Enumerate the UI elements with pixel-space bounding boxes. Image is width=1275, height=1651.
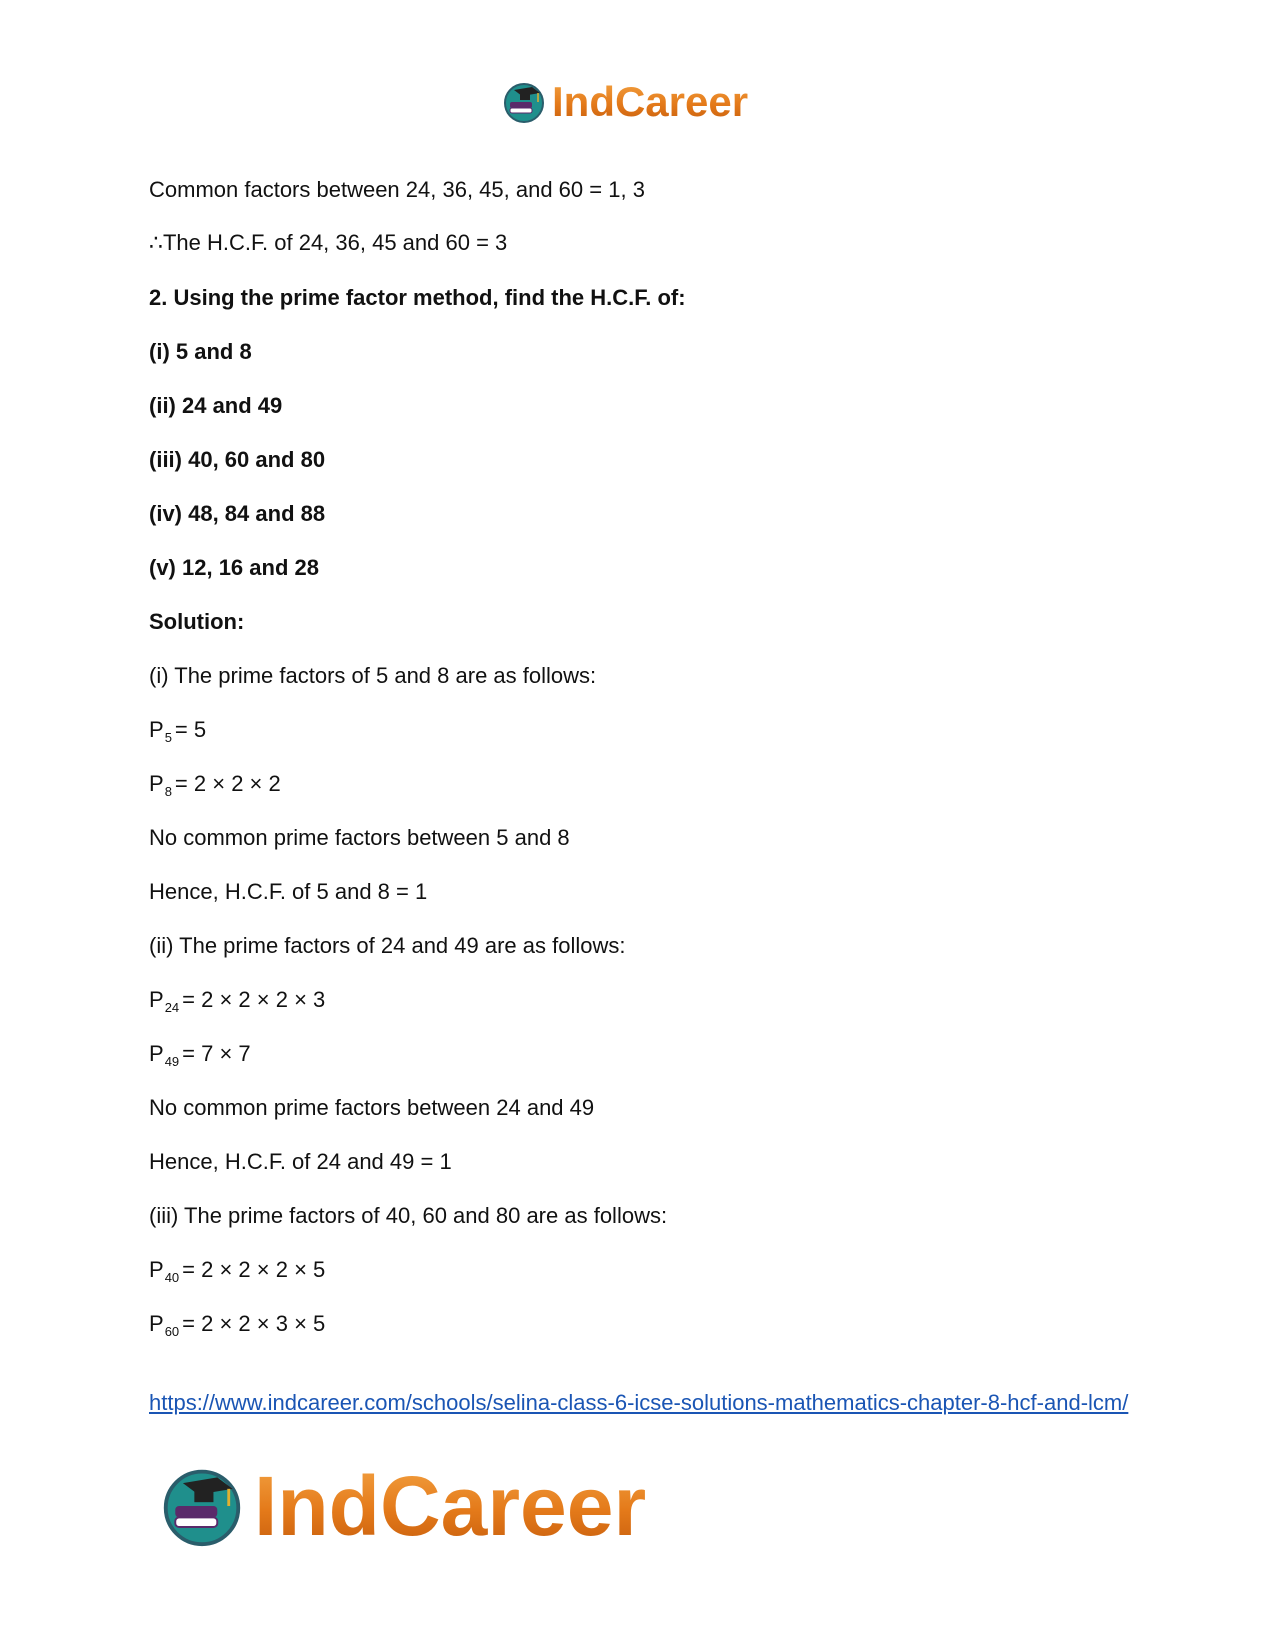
question-part-iv: (iv) 48, 84 and 88 xyxy=(149,501,326,526)
sol-ii-hence: Hence, H.C.F. of 24 and 49 = 1 xyxy=(149,1149,452,1174)
question-part-i: (i) 5 and 8 xyxy=(149,339,252,364)
prime-factor-p8: $P_8 = 2 \times 2 \times 2$ xyxy=(149,771,281,799)
prime-factor-p40: $P_{40} = 2 \times 2 \times 2 \times 5$ xyxy=(149,1257,326,1285)
common-factors-line: Common factors between 24, 36, 45, and 60 = 1, 3 xyxy=(149,177,645,202)
sol-i-hence: Hence, H.C.F. of 5 and 8 = 1 xyxy=(149,879,428,904)
sol-i-intro: (i) The prime factors of 5 and 8 are as follows: xyxy=(149,663,597,688)
prime-factor-p60: $P_{60} = 2 \times 2 \times 3 \times 5$ xyxy=(149,1311,326,1339)
hcf-result-line: ∴The H.C.F. of 24, 36, 45 and 60 = 3 xyxy=(149,230,508,255)
graduation-cap-book-globe-icon xyxy=(502,80,546,124)
question-part-ii: (ii) 24 and 49 xyxy=(149,393,283,418)
footer-logo xyxy=(160,1459,647,1553)
header-logo xyxy=(502,78,748,126)
sol-ii-common: No common prime factors between 24 and 49 xyxy=(149,1095,595,1120)
sol-iii-intro: (iii) The prime factors of 40, 60 and 80 are as follows: xyxy=(149,1203,668,1228)
question-part-iii: (iii) 40, 60 and 80 xyxy=(149,447,326,472)
graduation-cap-book-globe-icon xyxy=(160,1464,244,1548)
sol-ii-intro: (ii) The prime factors of 24 and 49 are as follows: xyxy=(149,933,626,958)
prime-factor-p5: $P_5 = 5$ xyxy=(149,717,207,745)
prime-factor-p24: $P_{24} = 2 \times 2 \times 2 \times 3$ xyxy=(149,987,326,1015)
question-part-v: (v) 12, 16 and 28 xyxy=(149,555,319,580)
source-link[interactable]: https://www.indcareer.com/schools/selina-class-6-icse-solutions-mathematics-chapter-8-hcf-and-lcm/ xyxy=(149,1390,1129,1415)
footer-logo-text: IndCareer xyxy=(254,1459,647,1553)
prime-factor-p49: $P_{49} = 7 \times 7$ xyxy=(149,1041,251,1069)
sol-i-common: No common prime factors between 5 and 8 xyxy=(149,825,570,850)
question-heading: 2. Using the prime factor method, find the H.C.F. of: xyxy=(149,285,686,310)
solution-label: Solution: xyxy=(149,609,245,634)
header-logo-text: IndCareer xyxy=(552,78,749,125)
